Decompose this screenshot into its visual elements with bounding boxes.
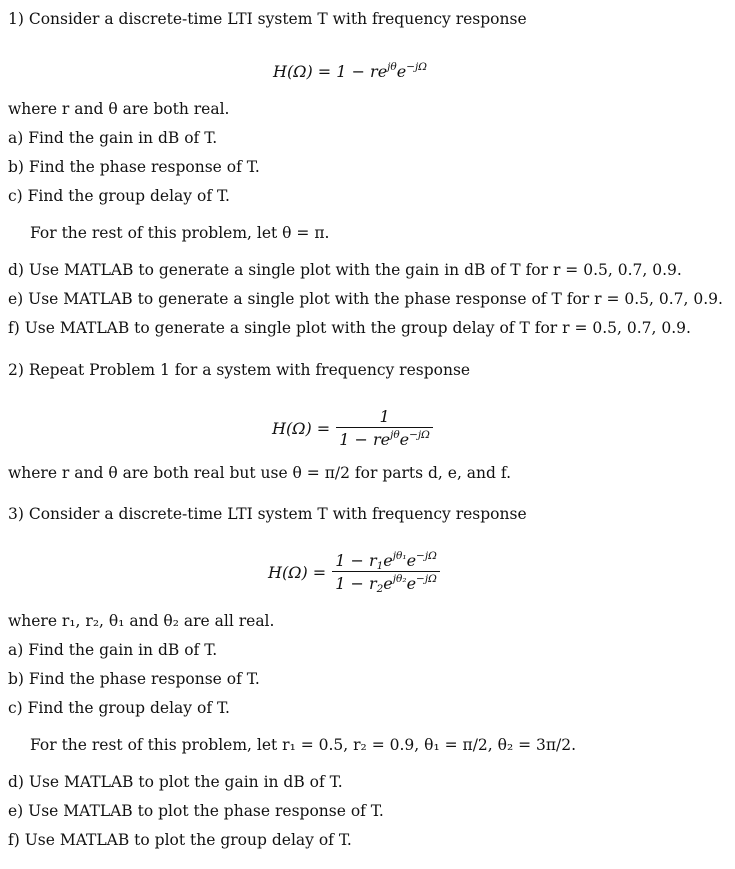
p3-equation [268,551,440,593]
p3-eq-lhs: H(Ω) = [268,562,327,582]
p2-den-sup2: −jΩ [409,429,430,441]
p1-eq-sup2: −jΩ [406,61,427,73]
p1-part-b: b) Find the phase response of T. [8,158,260,176]
p3-num-e1: e [383,551,393,570]
p1-part-c: c) Find the group delay of T. [8,187,230,205]
p2-den-e: e [399,430,410,449]
p3-part-a: a) Find the gain in dB of T. [8,641,218,659]
p2-where: where r and θ are both real but use θ = π/2 for parts d, e, and f. [8,464,511,482]
p3-denominator [332,571,440,593]
p3-num-sup2: −jΩ [416,550,437,562]
p3-fraction [332,551,440,593]
p1-part-f: f) Use MATLAB to generate a single plot with the group delay of T for r = 0.5, 0.7, 0.9. [8,319,691,337]
p2-den-sup1: jθ [390,429,400,441]
p2-fraction [336,407,433,449]
p1-eq-sup1: jθ [387,61,397,73]
p1-intro: 1) Consider a discrete-time LTI system T with frequency response [8,10,527,28]
p1-rest: For the rest of this problem, let θ = π. [30,224,330,242]
p3-num-e2: e [406,551,417,570]
p3-part-b: b) Find the phase response of T. [8,670,260,688]
p3-den-sub1: 2 [376,583,384,595]
p3-where: where r₁, r₂, θ₁ and θ₂ are all real. [8,612,275,630]
p3-den-text: 1 − r [335,574,377,593]
p3-den-sup2: −jΩ [416,573,437,585]
p3-den-e1: e [383,574,393,593]
p3-rest: For the rest of this problem, let r₁ = 0.5, r₂ = 0.9, θ₁ = π/2, θ₂ = 3π/2. [30,736,577,754]
p2-den-text: 1 − re [339,430,391,449]
p1-part-e: e) Use MATLAB to generate a single plot with the phase response of T for r = 0.5, 0.7, 0.9. [8,290,723,308]
p3-part-d: d) Use MATLAB to plot the gain in dB of T. [8,773,343,791]
p3-den-sup1: jθ₂ [392,573,407,585]
p3-den-e2: e [406,574,417,593]
p3-num-sub1: 1 [376,560,384,572]
p3-part-c: c) Find the group delay of T. [8,699,230,717]
p2-numerator: 1 [379,407,390,426]
p1-eq-e: e [396,62,407,81]
p3-num-sup1: jθ₁ [392,550,407,562]
p3-part-f: f) Use MATLAB to plot the group delay of T. [8,831,352,849]
p2-denominator [336,427,433,449]
p1-equation [273,62,427,81]
p1-eq-lhs: H(Ω) = [273,62,332,81]
p2-eq-lhs: H(Ω) = [272,418,331,438]
p3-part-e: e) Use MATLAB to plot the phase response of T. [8,802,384,820]
p2-intro: 2) Repeat Problem 1 for a system with frequency response [8,361,471,379]
p1-part-a: a) Find the gain in dB of T. [8,129,218,147]
p3-num-text: 1 − r [335,551,377,570]
p1-where: where r and θ are both real. [8,100,230,118]
p2-equation [272,407,433,449]
p1-eq-rhs: 1 − re [336,62,388,81]
p1-part-d: d) Use MATLAB to generate a single plot with the gain in dB of T for r = 0.5, 0.7, 0.9. [8,261,682,279]
p3-intro: 3) Consider a discrete-time LTI system T with frequency response [8,505,527,523]
p3-numerator [332,551,440,571]
